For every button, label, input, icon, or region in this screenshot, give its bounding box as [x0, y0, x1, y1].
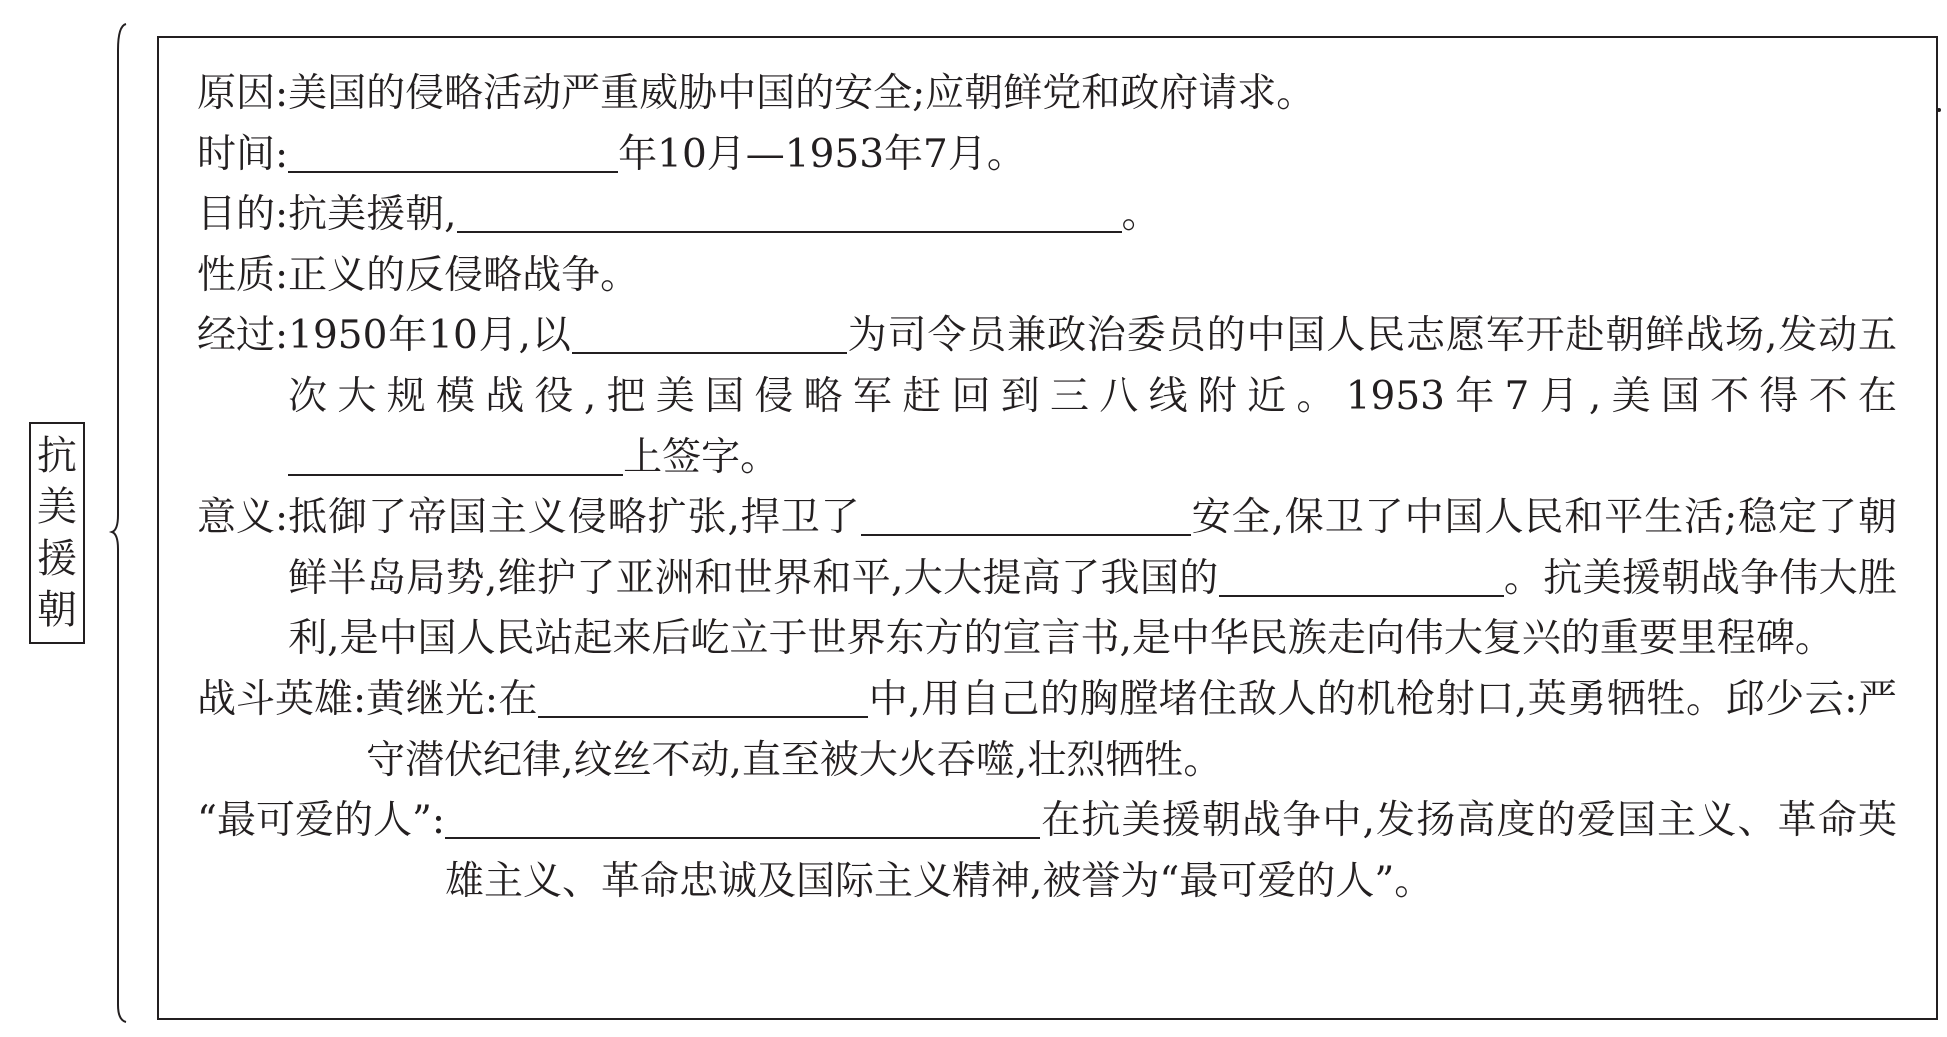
row-text: 美国的侵略活动严重威胁中国的安全;应朝鲜党和政府请求。	[288, 71, 1316, 116]
fill-blank-battle[interactable]	[538, 676, 868, 718]
row-text-part: 。抗美援朝战争伟大胜利,是中国人民站起来后屹立于世界东方的宣言书,是中华民族走向伟大复兴的重要里程碑。	[288, 555, 1897, 662]
row-time	[197, 125, 1897, 186]
row-text-part: 在抗美援朝战争中,发扬高度的爱国主义、革命英雄主义、革命忠诚及国际主义精神,被誉为“最可爱的人”。	[445, 798, 1897, 904]
row-text-part: 黄继光:在	[366, 676, 539, 722]
row-text	[288, 125, 1897, 186]
curly-brace	[100, 20, 140, 1020]
row-purpose	[197, 185, 1897, 246]
side-title-char: 援	[37, 535, 77, 582]
row-label: 性质:	[197, 252, 289, 298]
row-text: 正义的反侵略战争。	[288, 252, 640, 298]
fill-blank-purpose[interactable]	[457, 191, 1122, 233]
row-text-part: 抗美援朝,	[288, 192, 457, 238]
side-title-box	[29, 422, 85, 644]
row-text	[288, 185, 1897, 246]
row-text	[288, 488, 1897, 670]
row-text-part: 上签字。	[623, 434, 780, 480]
row-text	[445, 791, 1897, 912]
row-text-part: 为司令员兼政治委员的中国人民志愿军开赴朝鲜战场,发动五次大规模战役,把美国侵略军赶回到三八线附近。1953年7月,美国不得不在	[288, 313, 1898, 419]
fill-blank-year[interactable]	[288, 131, 618, 173]
content-lines	[197, 64, 1897, 912]
row-label: “最可爱的人”:	[197, 798, 446, 844]
row-text-part: 安全,保卫了中国人民和平生活;稳定了朝鲜半岛局势,维护了亚洲和世界和平,大大提高了我国的	[288, 495, 1897, 601]
fill-blank-prestige[interactable]	[1219, 555, 1504, 597]
row-text	[366, 670, 1897, 791]
side-title-char: 朝	[37, 587, 77, 634]
side-title-char: 抗	[37, 432, 77, 479]
row-cause	[197, 64, 1897, 125]
row-text-part: 1950年10月,以	[288, 313, 572, 359]
row-process	[197, 306, 1897, 488]
row-text-part: 抵御了帝国主义侵略扩张,捍卫了	[288, 495, 861, 541]
fill-blank-agreement[interactable]	[288, 434, 623, 476]
row-label: 意义:	[197, 495, 289, 541]
row-text-part: 中,用自己的胸膛堵住敌人的机枪射口,英勇牺牲。邱少云:严守潜伏纪律,纹丝不动,直至被大火吞噬,壮烈牺牲。	[366, 676, 1898, 783]
row-nature	[197, 246, 1897, 307]
row-label: 经过:	[197, 313, 289, 359]
row-label: 原因:	[197, 71, 289, 116]
row-text-part: 。	[1121, 192, 1161, 238]
row-loveliest	[197, 791, 1897, 912]
row-label: 战斗英雄:	[197, 676, 367, 722]
row-label: 时间:	[197, 131, 289, 177]
side-title-char: 美	[37, 484, 77, 531]
fill-blank-security[interactable]	[861, 494, 1191, 536]
row-label: 目的:	[197, 192, 289, 238]
row-significance	[197, 488, 1897, 670]
margin-dot	[1937, 108, 1941, 112]
row-text-part: 年10月—1953年7月。	[618, 131, 1026, 177]
fill-blank-commander[interactable]	[572, 312, 847, 354]
row-heroes	[197, 670, 1897, 791]
row-text	[288, 306, 1897, 488]
fill-blank-who[interactable]	[445, 797, 1040, 839]
